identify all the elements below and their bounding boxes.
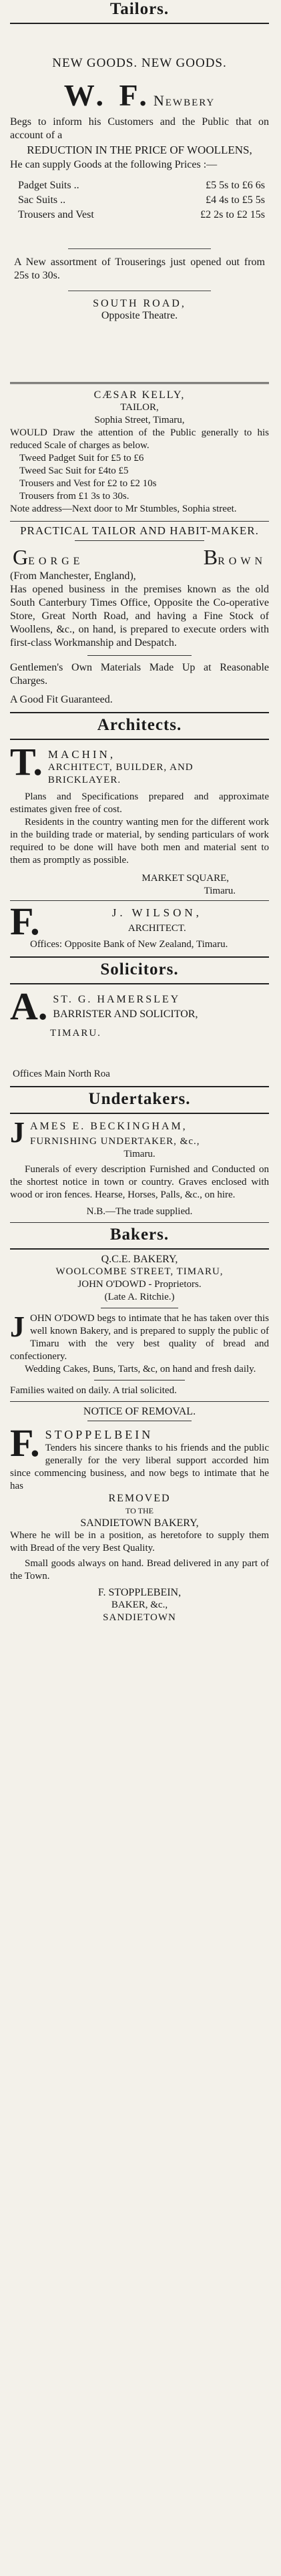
kelly-name: CÆSAR KELLY, [93,389,186,401]
brown-initial-first: G [13,545,29,569]
kelly-note: Note address—Next door to Mr Stumbles, Sophia street. [10,504,237,514]
kelly-address: Sophia Street, Timaru, [94,415,185,425]
beckingham-dropcap: J [10,1116,25,1149]
beckingham-body: Funerals of every description Furnished and Conducted on the shortest notice in town or country. Graves enclosed with wood or iron fences. Hearse, Horses, Palls, &c., on hire. [10,1164,269,1200]
stoppelbein-sign-place: SANDIETOWN [103,1612,176,1623]
machin-name: MACHIN, [47,748,116,761]
wilson-dropcap: F. [10,900,40,943]
wilson-title: ARCHITECT. [127,923,186,934]
beckingham-title: FURNISHING UNDERTAKER, &c., [30,1136,200,1147]
price-row [10,178,269,193]
hamersley-name: ST. G. HAMERSLEY [53,994,181,1005]
divider [87,655,191,656]
beckingham-name: AMES E. BECKINGHAM, [30,1121,188,1132]
advert-brown [10,522,269,707]
advert-newbery [10,28,269,243]
advert-kelly [10,384,269,516]
bakery-families: Families waited on daily. A trial solicited. [10,1385,177,1396]
bakery-proprietor: JOHN O'DOWD - Proprietors. [77,1279,202,1290]
section-heading-tailors: Tailors. [10,0,269,24]
newbery-address1: SOUTH ROAD, [93,298,186,309]
bakery-cakes: Wedding Cakes, Buns, Tarts, &c, on hand and fresh daily. [25,1364,256,1374]
brown-name [10,545,269,570]
kelly-price-2: Trousers and Vest for £2 to £2 10s [19,478,157,489]
kelly-title: TAILOR, [120,402,159,413]
price-value: £5 5s to £6 6s [206,180,265,191]
newbery-supply: He can supply Goods at the following Prices :— [10,159,218,170]
newbery-price-list [10,178,269,222]
price-item: Trousers and Vest [18,209,94,220]
stoppelbein-removed: REMOVED [108,1493,171,1504]
newbery-assortment: A New assortment of Trouserings just opened out from 25s to 30s. [14,256,265,281]
brown-initial-last: B [203,545,218,569]
divider [68,248,210,249]
machin-title: ARCHITECT, BUILDER, AND BRICKLAYER. [47,762,194,785]
machin-body2: Residents in the country wanting men for the different work in the building trade or material, by sending particulars of work required to be done will have both men and material sent to them as promptly as possible. [10,817,269,866]
stoppelbein-body: Tenders his sincere thanks to his friends and the public generally for the very liberal support accorded him since commencing business, and now begs to intimate that he has [10,1443,269,1491]
wilson-name: J. WILSON, [111,906,202,919]
newbery-initials: W. F. [63,78,151,112]
newbery-intro: Begs to inform his Customers and the Public that on account of a [10,116,269,141]
beckingham-place: Timaru. [123,1149,156,1159]
newbery-address2: Opposite Theatre. [101,310,178,321]
kelly-price-1: Tweed Sac Suit for £4to £5 [19,466,129,476]
advert-machin [10,740,269,898]
price-item: Padget Suits .. [18,180,79,191]
kelly-price-3: Trousers from £1 3s to 30s. [19,491,129,502]
section-heading-undertakers: Undertakers. [10,1086,269,1114]
price-value: £4 4s to £5 5s [206,194,265,206]
brown-heading: PRACTICAL TAILOR AND HABIT-MAKER. [20,524,259,537]
kelly-body: WOULD Draw the attention of the Public generally to his reduced Scale of charges as below. [10,427,269,451]
brown-last-name: ROWN [218,556,266,567]
stoppelbein-dropcap: F. [10,1421,40,1465]
brown-origin: (From Manchester, England), [10,570,136,582]
stoppelbein-bakery-name: SANDIETOWN BAKERY, [80,1517,199,1529]
brown-fit: A Good Fit Guaranteed. [10,694,113,705]
bakery-late: (Late A. Ritchie.) [104,1292,175,1302]
stoppelbein-name: STOPPELBEIN [45,1428,154,1441]
price-row [10,208,269,222]
newbery-headline: NEW GOODS. NEW GOODS. [52,56,227,70]
hamersley-place: TIMARU. [50,1028,101,1039]
kelly-price-0: Tweed Padget Suit for £5 to £6 [19,453,144,464]
stoppelbein-notice: NOTICE OF REMOVAL. [83,1406,196,1417]
brown-materials: Gentlemen's Own Materials Made Up at Reasonable Charges. [10,662,269,687]
section-heading-bakers: Bakers. [10,1223,269,1250]
advert-bakery [10,1254,269,1397]
section-heading-architects: Architects. [10,712,269,740]
newbery-surname: Newbery [153,92,216,109]
bakery-name: Q.C.E. BAKERY, [101,1254,178,1265]
price-value: £2 2s to £2 15s [200,209,265,220]
divider [75,540,204,541]
section-heading-solicitors: Solicitors. [10,956,269,984]
hamersley-title: BARRISTER AND SOLICITOR, [53,1008,198,1020]
stoppelbein-sign-name: F. STOPPLEBEIN, [97,1587,182,1598]
newbery-reduction: REDUCTION IN THE PRICE OF WOOLLENS, [27,144,252,156]
brown-body: Has opened business in the premises known as the old South Canterbury Times Office, Opposite the Co-operative Store, Great North Road, and having a Fine Stock of Woollens, &c., on hand, is prepared to execute orders with first-class Workmanship and Despatch. [10,584,269,649]
brown-first-name: EORGE [28,556,84,567]
newbery-name [10,77,269,113]
stoppelbein-sign-title: BAKER, &c., [111,1600,168,1610]
advert-beckingham [10,1118,269,1218]
advert-wilson [10,901,269,951]
price-item: Sac Suits .. [18,194,66,206]
hamersley-offices: Offices Main North Roa [13,1069,110,1079]
machin-dropcap: T. [10,740,43,783]
stoppelbein-to-the: TO THE [125,1506,154,1515]
bakery-street: WOOLCOMBE STREET, TIMARU, [55,1266,224,1277]
beckingham-note: N.B.—The trade supplied. [86,1206,193,1217]
bakery-dropcap: J [10,1310,25,1343]
stoppelbein-small-goods: Small goods always on hand. Bread delivered in any part of the Town. [10,1558,269,1582]
machin-body1: Plans and Specifications prepared and approximate estimates given free of cost. [10,791,269,815]
advert-stoppelbein [10,1402,269,1624]
bakery-body: OHN O'DOWD begs to intimate that he has taken over this well known Bakery, and is prepared to supply the public of Timaru with the very best quality of bread and confectionery. [10,1313,269,1362]
machin-name-row [10,740,269,787]
price-row [10,193,269,208]
advert-hamersley [10,984,269,1081]
machin-address2: Timaru. [204,886,236,896]
hamersley-dropcap: A. [10,984,48,1028]
machin-address1: MARKET SQUARE, [142,873,229,884]
wilson-offices: Offices: Opposite Bank of New Zealand, Timaru. [30,939,228,950]
stoppelbein-body2: Where he will be in a position, as heretofore to supply them with Bread of the very Best Quality. [10,1530,269,1553]
divider [94,1380,185,1381]
